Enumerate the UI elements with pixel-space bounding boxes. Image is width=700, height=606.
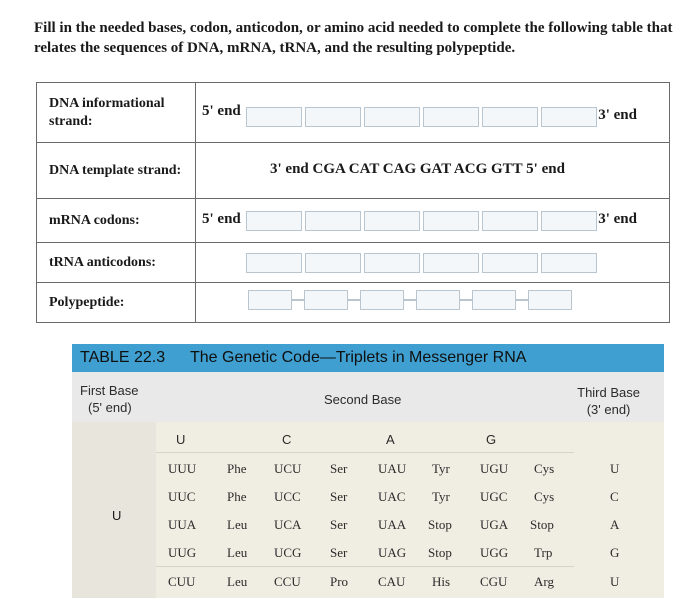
template-sequence: 3' end CGA CAT CAG GAT ACG GTT 5' end xyxy=(270,161,565,177)
answer-box[interactable] xyxy=(305,253,361,273)
amino-acid-box[interactable] xyxy=(360,290,404,310)
first-base-line2: (5' end) xyxy=(88,400,132,415)
codon-cell: UAA xyxy=(378,517,407,532)
row-trna-anticodons xyxy=(37,243,670,283)
cell-trna-anticodons xyxy=(196,243,670,283)
codon-cell: CGU xyxy=(480,574,508,589)
peptide-bond-link xyxy=(348,299,360,301)
amino-acid-cell: Cys xyxy=(534,489,555,504)
codon-cell: UUC xyxy=(168,489,196,504)
table-row xyxy=(72,455,664,481)
amino-acid-cell: His xyxy=(432,574,451,589)
first-base-line1: First Base xyxy=(80,383,139,398)
answer-box[interactable] xyxy=(482,107,538,127)
second-base-header: U xyxy=(176,432,186,447)
row-dna-template xyxy=(37,143,670,199)
cell-dna-informational xyxy=(196,83,670,143)
second-base-header: C xyxy=(282,432,292,447)
codon-cell: UGC xyxy=(480,489,508,504)
amino-acid-box[interactable] xyxy=(248,290,292,310)
answer-box[interactable] xyxy=(364,211,420,231)
table-title: The Genetic Code—Triplets in Messenger RNA xyxy=(190,349,527,366)
five-prime-end-label: 5' end xyxy=(202,211,241,227)
third-base-heading xyxy=(577,384,640,418)
codon-cell: UCG xyxy=(274,545,302,560)
answer-box[interactable] xyxy=(541,253,597,273)
codon-cell: UGG xyxy=(480,545,509,560)
genetic-code-header xyxy=(72,344,664,372)
third-base-line2: (3' end) xyxy=(586,402,631,417)
peptide-bond-link xyxy=(292,299,304,301)
answer-box[interactable] xyxy=(541,211,597,231)
three-prime-end-label: 3' end xyxy=(598,211,637,227)
amino-acid-box[interactable] xyxy=(304,290,348,310)
amino-acid-cell: Ser xyxy=(330,461,348,476)
second-base-header: G xyxy=(486,432,497,447)
answer-box[interactable] xyxy=(541,107,597,127)
codon-cell: UGA xyxy=(480,517,509,532)
label-mrna-codons: mRNA codons: xyxy=(37,199,196,243)
third-base-cell: A xyxy=(610,517,620,532)
answer-box[interactable] xyxy=(423,107,479,127)
second-base-header-row xyxy=(72,426,664,452)
amino-acid-box[interactable] xyxy=(416,290,460,310)
row-mrna-codons xyxy=(37,199,670,243)
row-divider xyxy=(156,566,574,567)
amino-acid-cell: Arg xyxy=(534,574,554,589)
answer-box[interactable] xyxy=(246,253,302,273)
codon-cell: UCA xyxy=(274,517,302,532)
table-row xyxy=(72,483,664,509)
label-dna-template: DNA template strand: xyxy=(37,143,196,199)
codon-cell: UCC xyxy=(274,489,301,504)
codon-cell: UAG xyxy=(378,545,407,560)
amino-acid-cell: Leu xyxy=(227,517,248,532)
row-divider xyxy=(156,452,574,453)
answer-box[interactable] xyxy=(482,211,538,231)
answer-box[interactable] xyxy=(364,253,420,273)
answer-box[interactable] xyxy=(246,107,302,127)
codon-cell: UUA xyxy=(168,517,197,532)
answer-box[interactable] xyxy=(246,211,302,231)
answer-box[interactable] xyxy=(423,211,479,231)
third-base-cell: U xyxy=(610,574,620,589)
table-row xyxy=(72,568,664,594)
table-row xyxy=(72,511,664,537)
amino-acid-box[interactable] xyxy=(528,290,572,310)
second-base-heading: Second Base xyxy=(324,392,402,407)
amino-acid-cell: Trp xyxy=(534,545,553,560)
cell-dna-template xyxy=(196,143,670,199)
dna-informational-input-boxes[interactable] xyxy=(246,107,600,127)
amino-acid-cell: Ser xyxy=(330,545,348,560)
third-base-cell: C xyxy=(610,489,619,504)
trna-input-boxes[interactable] xyxy=(246,253,600,273)
first-base-value: U xyxy=(112,508,122,523)
codon-cell: CCU xyxy=(274,574,301,589)
amino-acid-cell: Phe xyxy=(227,461,247,476)
label-dna-informational: DNA informational strand: xyxy=(37,83,196,143)
amino-acid-cell: Ser xyxy=(330,489,348,504)
cell-polypeptide xyxy=(196,283,670,323)
codon-cell: CUU xyxy=(168,574,196,589)
amino-acid-cell: Tyr xyxy=(432,489,450,504)
second-base-header: A xyxy=(386,432,395,447)
mrna-input-boxes[interactable] xyxy=(246,211,600,231)
cell-mrna-codons xyxy=(196,199,670,243)
peptide-bond-link xyxy=(404,299,416,301)
first-base-heading xyxy=(80,382,139,416)
third-base-cell: G xyxy=(610,545,620,560)
five-prime-end-label: 5' end xyxy=(202,103,241,119)
answer-box[interactable] xyxy=(364,107,420,127)
amino-acid-cell: Pro xyxy=(330,574,349,589)
answer-box[interactable] xyxy=(423,253,479,273)
amino-acid-cell: Tyr xyxy=(432,461,450,476)
codon-cell: UAC xyxy=(378,489,406,504)
amino-acid-cell: Stop xyxy=(428,545,452,560)
codon-cell: UUU xyxy=(168,461,197,476)
codon-cell: CAU xyxy=(378,574,406,589)
answer-box[interactable] xyxy=(482,253,538,273)
answer-box[interactable] xyxy=(305,211,361,231)
amino-acid-cell: Stop xyxy=(530,517,554,532)
amino-acid-cell: Cys xyxy=(534,461,555,476)
three-prime-end-label: 3' end xyxy=(598,107,637,123)
third-base-cell: U xyxy=(610,461,620,476)
peptide-bond-link xyxy=(460,299,472,301)
label-trna-anticodons: tRNA anticodons: xyxy=(37,243,196,283)
label-polypeptide: Polypeptide: xyxy=(37,283,196,323)
codon-cell: UAU xyxy=(378,461,407,476)
answer-box[interactable] xyxy=(305,107,361,127)
codon-cell: UUG xyxy=(168,545,197,560)
polypeptide-input-chain[interactable] xyxy=(248,290,572,310)
third-base-line1: Third Base xyxy=(577,385,640,400)
instructions-text: Fill in the needed bases, codon, anticodon, or amino acid needed to complete the following table that relates the sequences of DNA, mRNA, tRNA, and the resulting polypeptide. xyxy=(34,20,673,56)
table-row xyxy=(72,539,664,565)
codon-cell: UGU xyxy=(480,461,509,476)
amino-acid-cell: Ser xyxy=(330,517,348,532)
peptide-bond-link xyxy=(516,299,528,301)
genetic-code-table xyxy=(72,344,664,598)
table-number: TABLE 22.3 xyxy=(80,349,166,366)
amino-acid-cell: Stop xyxy=(428,517,452,532)
row-polypeptide xyxy=(37,283,670,323)
row-dna-informational xyxy=(37,83,670,143)
genetic-code-subheader xyxy=(72,372,664,422)
amino-acid-cell: Phe xyxy=(227,489,247,504)
codon-cell: UCU xyxy=(274,461,302,476)
amino-acid-cell: Leu xyxy=(227,545,248,560)
amino-acid-cell: Leu xyxy=(227,574,248,589)
dna-mrna-trna-table xyxy=(36,82,670,323)
amino-acid-box[interactable] xyxy=(472,290,516,310)
genetic-code-body xyxy=(72,422,664,598)
